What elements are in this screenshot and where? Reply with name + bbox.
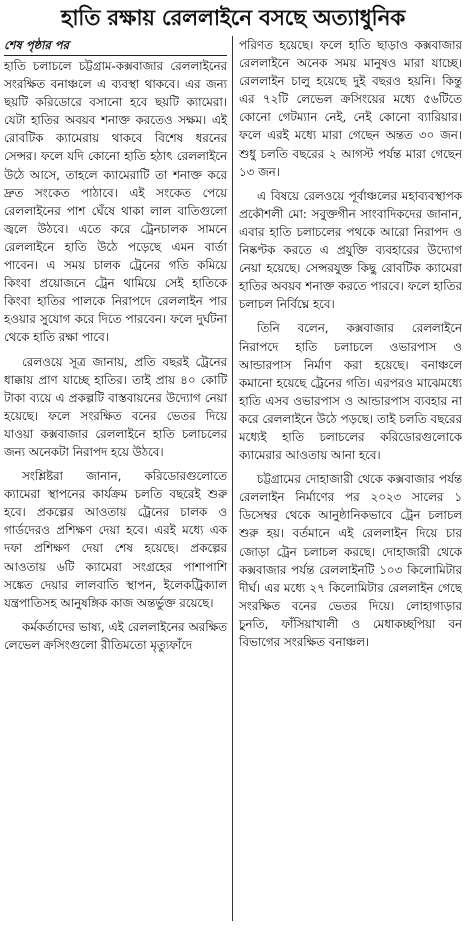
left-column <box>4 36 233 921</box>
right-column <box>233 36 462 921</box>
paragraph: রেলওয়ে সূত্র জানায়, প্রতি বছরই ট্রেনের ধাক্কায় প্রাণ যাচ্ছে হাতির। তাই প্রায় ৪০ কোটি টাকা ব্যয়ে এ প্রকল্পটি বাস্তবায়নের উদ্যোগ নেয়া হয়েছে। ফলে সংরক্ষিত বনের ভেতর দিয়ে যাওয়া কক্সবাজার রেললাইনে হাতি চলাচলের জন্য অনেকটা নিরাপদ হয়ে উঠবে। <box>4 354 227 459</box>
article-body <box>4 36 462 921</box>
paragraph: কর্মকর্তাদের ভাষ্য, এই রেললাইনের অরক্ষিত লেভেল ক্রসিংগুলো রীতিমতো মৃত্যুফাঁদে <box>4 619 227 652</box>
paragraph: হাতি চলাচলে চট্টগ্রাম-কক্সবাজার রেললাইনের সংরক্ষিত বনাঞ্চলে এ ব্যবস্থা থাকবে। এর জন্য ছয়টি করিডোরে বসানো হবে ছয়টি ক্যামেরা। যেটা হাতির অবয়ব শনাক্ত করতেও সক্ষম। এই রোবটিক ক্যামেরায় থাকবে বিশেষ ধরনের সেন্সর। ফলে যদি কোনো হাতি হঠাৎ রেললাইনে উঠে আসে, তাহলে ক্যামেরাটি তা শনাক্ত করে দ্রুত সংকেত পাঠাবে। এই সংকেত পেয়ে রেললাইনের পাশ ঘেঁষে থাকা লাল বাতিগুলো জ্বলে উঠবে। এতে করে ট্রেনচালক সামনে রেললাইনে হাতি উঠে পড়েছে এমন বার্তা পাবেন। এ সময় চালক ট্রেনের গতি কমিয়ে কিংবা প্রয়োজনে ট্রেন থামিয়ে সেই হাতিকে কিংবা হাতির পালকে নিরাপদে রেললাইন পার হওয়ার সুযোগ করে দিতে পারবেন। ফলে দুর্ঘটনা থেকে হাতি রক্ষা পাবে। <box>4 59 227 345</box>
paragraph: সংশ্লিষ্টরা জানান, করিডোরগুলোতে ক্যামেরা স্থাপনের কার্যক্রম চলতি বছরেই শুরু হবে। প্রকল্পের আওতায় ট্রেনের চালক ও গার্ডদেরও প্রশিক্ষণ দেয়া হবে। এরই মধ্যে এক দফা প্রশিক্ষণ দেয়া শেষ হয়েছে। প্রকল্পের আওতায় ৬টি ক্যামেরা সংগ্রহের পাশাপাশি সঙ্কেত দেয়ার লালবাতি স্থাপন, ইলেকট্রিক্যাল যন্ত্রপাতিসহ আনুষঙ্গিক কাজ অন্তর্ভুক্ত রয়েছে। <box>4 469 227 610</box>
headline: হাতি রক্ষায় রেললাইনে বসছে অত্যাধুনিক <box>61 6 405 31</box>
paragraph: এ বিষয়ে রেলওয়ে পূর্বাঞ্চলের মহাব্যবস্থাপক প্রকৌশলী মো: সবুক্তগীন সাংবাদিকদের জানান, এবার হাতি চলাচলের পথকে আরো নিরাপদ ও নিষ্কণ্টক করতে এ প্রযুক্তি ব্যবহারের উদ্যোগ নেয়া হয়েছে। সেন্সরযুক্ত কিছু রোবটিক ক্যামেরা হাতির অবয়ব শনাক্ত করতে পারবে। ফলে হাতির চলাচল নির্বিঘ্নে হবে। <box>239 188 462 312</box>
paragraph: চট্টগ্রামের দোহাজারী থেকে কক্সবাজার পর্যন্ত রেললাইন নির্মাণের পর ২০২৩ সালের ১ ডিসেম্বর থেকে আনুষ্ঠানিকভাবে ট্রেন চলাচল শুরু হয়। বর্তমানে এই রেললাইন দিয়ে চার জোড়া ট্রেন চলাচল করছে। দোহাজারী থেকে কক্সবাজার পর্যন্ত রেললাইনটি ১০৩ কিলোমিটার দীর্ঘ। এর মধ্যে ২৭ কিলোমিটার রেললাইন গেছে সংরক্ষিত বনের ভেতর দিয়ে। লোহাগাড়ার চুনতি, ফাঁসিয়াখালী ও মেধাকচ্ছপিয়া বন বিভাগের সংরক্ষিত বনাঞ্চল। <box>239 472 462 649</box>
continued-label: শেষ পৃষ্ঠার পর <box>4 36 227 56</box>
paragraph: তিনি বলেন, কক্সবাজার রেললাইনে নিরাপদে হাতি চলাচলে ওভারপাস ও আন্ডারপাস নির্মাণ করা হয়েছে। বনাঞ্চলে কমানো হয়েছে ট্রেনের গতি। এরপরও মাঝেমধ্যে হাতি এসব ওভারপাস ও আন্ডারপাস ব্যবহার না করে রেললাইনে উঠে পড়ছে। তাই চলতি বছরের মধ্যেই হাতি চলাচলের করিডোরগুলোকে ক্যামেরার আওতায় আনা হবে। <box>239 321 462 463</box>
paragraph: পরিণত হয়েছে। ফলে হাতি ছাড়াও কক্সবাজার রেললাইনে অনেক সময় মানুষও মারা যাচ্ছে। রেললাইন চালু হয়েছে দুই বছরও হয়নি। কিন্তু এর ৭২টি লেভেল ক্রসিংয়ের মধ্যে ৫৬টিতে কোনো গেটম্যান নেই, নেই কোনো ব্যারিয়ার। ফলে এরই মধ্যে মারা গেছেন অন্তত ৩০ জন। শুধু চলতি বছরের ২ আগস্ট পর্যন্ত মারা গেছেন ১৩ জন। <box>239 38 462 179</box>
